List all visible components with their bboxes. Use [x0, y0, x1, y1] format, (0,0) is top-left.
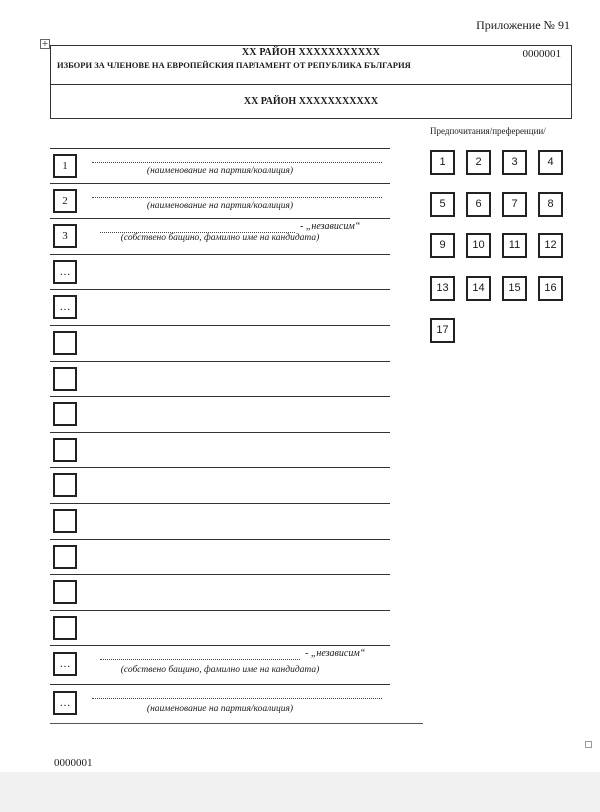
ballot-header [50, 45, 572, 119]
vote-box[interactable] [53, 545, 77, 569]
preferences-label: Предпочитания/преференции/ [430, 126, 546, 136]
preference-box[interactable]: 17 [430, 318, 455, 343]
ballot-row [50, 540, 390, 576]
ballot-row [50, 362, 390, 398]
move-handle-icon[interactable]: + [41, 39, 49, 48]
ballot-row [50, 290, 390, 326]
ballot-row [50, 468, 390, 504]
preference-box[interactable]: 5 [430, 192, 455, 217]
preference-box[interactable]: 15 [502, 276, 527, 301]
serial-number-top: 0000001 [522, 48, 561, 60]
vote-box[interactable] [53, 438, 77, 462]
row-caption: (наименование на партия/коалиция) [146, 200, 294, 211]
ballot-rows [50, 148, 390, 724]
preference-box[interactable]: 10 [466, 233, 491, 258]
ballot-row [50, 646, 390, 685]
ballot-row [50, 575, 390, 611]
annex-label: Приложение № 91 [476, 18, 570, 32]
vote-box[interactable]: … [53, 691, 77, 715]
ballot-row [50, 397, 390, 433]
paragraph-mark-icon [585, 741, 592, 748]
preference-box[interactable]: 6 [466, 192, 491, 217]
preference-box[interactable]: 13 [430, 276, 455, 301]
election-title: ИЗБОРИ ЗА ЧЛЕНОВЕ НА ЕВРОПЕЙСКИЯ ПАРЛАМЕНТ ОТ РЕПУБЛИКА БЪЛГАРИЯ [57, 60, 411, 70]
row-caption: (наименование на партия/коалиция) [146, 704, 294, 715]
vote-box[interactable]: 2 [53, 189, 77, 213]
dotted-line [92, 187, 382, 198]
ballot-row [50, 219, 390, 255]
vote-box[interactable] [53, 473, 77, 497]
independent-label: - „независим“ [300, 221, 361, 233]
preference-box[interactable]: 7 [502, 192, 527, 217]
header-divider [51, 84, 571, 85]
dotted-line [100, 222, 295, 233]
preference-box[interactable]: 16 [538, 276, 563, 301]
ballot-row [50, 255, 390, 291]
row-caption: (собствено бащино, фамилно име на кандидата) [120, 665, 320, 676]
vote-box[interactable] [53, 367, 77, 391]
vote-box[interactable]: 1 [53, 154, 77, 178]
ballot-row [50, 148, 390, 184]
vote-box[interactable] [53, 331, 77, 355]
dotted-line [92, 688, 382, 699]
preference-box[interactable]: 4 [538, 150, 563, 175]
district-title-bottom: XX РАЙОН XXXXXXXXXXX [243, 96, 379, 107]
vote-box[interactable] [53, 580, 77, 604]
vote-box[interactable]: … [53, 295, 77, 319]
vote-box[interactable] [53, 616, 77, 640]
serial-number-bottom: 0000001 [54, 757, 93, 769]
preference-box[interactable]: 11 [502, 233, 527, 258]
preference-box[interactable]: 3 [502, 150, 527, 175]
preference-box[interactable]: 9 [430, 233, 455, 258]
row-caption: (наименование на партия/коалиция) [146, 166, 294, 176]
vote-box[interactable]: … [53, 260, 77, 284]
ballot-row [50, 611, 390, 647]
ballot-row [50, 326, 390, 362]
preference-box[interactable]: 8 [538, 192, 563, 217]
independent-label: - „независим“ [305, 648, 366, 660]
preference-box[interactable]: 2 [466, 150, 491, 175]
ballot-row [50, 184, 390, 220]
vote-box[interactable]: … [53, 652, 77, 676]
dotted-line [92, 152, 382, 163]
vote-box[interactable] [53, 509, 77, 533]
ballot-row [50, 433, 390, 469]
ballot-row [50, 685, 423, 724]
row-caption: (собствено бащино, фамилно име на кандидата) [120, 233, 320, 244]
vote-box[interactable]: 3 [53, 224, 77, 248]
district-title-top: XX РАЙОН XXXXXXXXXXX [241, 47, 381, 58]
ballot-row [50, 504, 390, 540]
preference-box[interactable]: 14 [466, 276, 491, 301]
preference-box[interactable]: 1 [430, 150, 455, 175]
dotted-line [100, 649, 300, 660]
vote-box[interactable] [53, 402, 77, 426]
preference-box[interactable]: 12 [538, 233, 563, 258]
